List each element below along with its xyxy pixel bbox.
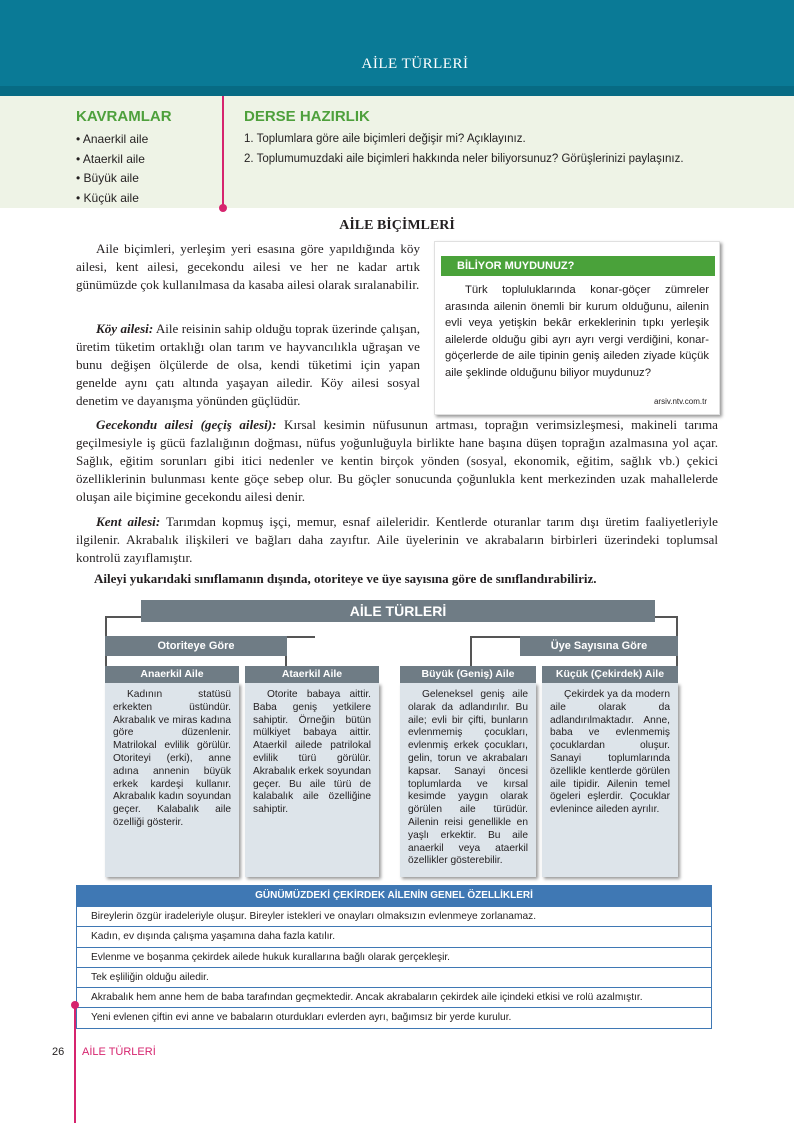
table-row: Kadın, ev dışında çalışma yaşamına daha fazla katılır. <box>77 926 711 946</box>
concepts-title: KAVRAMLAR <box>76 108 172 125</box>
divider <box>222 96 224 208</box>
prep-title: DERSE HAZIRLIK <box>244 108 370 125</box>
page-title: AİLE TÜRLERİ <box>361 56 469 72</box>
gecekondu-paragraph <box>76 416 718 506</box>
page-number: 26 <box>52 1046 65 1058</box>
table-row: Yeni evlenen çiftin evi anne ve babaların oturdukları evlerden ayrı, bağımsız bir yerde kurulur. <box>77 1007 711 1027</box>
intro-paragraph: Aile biçimleri, yerleşim yeri esasına göre yapıldığında köy ailesi, kent ailesi, gecekondu ailesi ve her ne kadar artık günümüzde çok kullanılmasa da kasaba ailesi olarak sıralanabilir. <box>76 241 420 292</box>
box-buyuk: Geleneksel geniş aile olarak da adlandırılır. Bu aile; evli bir çifti, bunların evlenmemiş çocukları, evlenmiş erkek çocukları, gelin, torun ve akrabaları kapsar. Sanayi öncesi toplumlarda ve kırsal kesimde yaygın olarak görülen aile türüdür. Ailenin reisi genellikle en yaşlı erkektir. Bu aile anaerkil veya ataerkil özellikler gösterebilir. <box>400 683 536 877</box>
table-row: Bireylerin özgür iradeleriyle oluşur. Bireyler istekleri ve onayları olmaksızın evlenmeye zorlanamaz. <box>77 906 711 926</box>
classify-statement: Aileyi yukarıdaki sınıflamanın dışında, otoriteye ve üye sayısına göre de sınıflandırabiliriz. <box>94 571 597 586</box>
box-anaerkil: Kadının statüsü erkekten üstündür. Akrabalık ve miras kadına göre düzenlenir. Matrilokal evlilik görülür. Otoriteyi (erki), anne adına annenin büyük erkek kardeşi kullanır. Akrabalık kadın soyundan geçer. Kalabalık aile özelliği gösterir. <box>105 683 239 877</box>
source-text: arsiv.ntv.com.tr <box>653 397 707 406</box>
did-you-know-text: Türk topluluklarında konar-göçer zümreler arasında ailenin önemli bir kurum olduğunu, ailenin evli veya yetişkin bekâr erkeklerinin tıpkı yerleşik ailelerde olduğu gibi ayrı ayrı vergi verdiğini, konar-göçerlerde de aile tipinin geniş aileden ziyade küçük aile şeklinde olduğunu biliyor muydunuz? <box>445 284 709 379</box>
box-head-anaerkil: Anaerkil Aile <box>105 666 239 683</box>
footer-rule <box>74 1003 76 1123</box>
table-row: Evlenme ve boşanma çekirdek ailede hukuk kurallarına bağlı olarak gerçekleşir. <box>77 947 711 967</box>
footer-title: AİLE TÜRLERİ <box>82 1046 156 1058</box>
connector-line <box>470 636 472 666</box>
koy-label: Köy ailesi: <box>96 321 154 336</box>
connector-line <box>470 636 520 638</box>
box-ataerkil: Otorite babaya aittir. Baba geniş yetkilere sahiptir. Örneğin bütün mülkiyet babaya aittir. Ataerkil ailede patrilokal evlilik türü görülür. Akrabalık erkek soyundan geçer. Bu aile türü de kalabalık aile özelliğine sahiptir. <box>245 683 379 877</box>
prep-list <box>244 130 684 169</box>
kent-paragraph <box>76 513 718 567</box>
diagram-title: AİLE TÜRLERİ <box>141 600 655 622</box>
connector-line <box>654 616 676 618</box>
box-kucuk: Çekirdek ya da modern aile olarak da adlandırılmaktadır. Anne, baba ve evlenmemiş çocuklardan oluşur. Sanayi toplumlarında özellikle kentlerde görülen aile tipidir. Ailenin temel ögeleri eşlerdir. Çocuklar evlenince aileden ayrılır. <box>542 683 678 877</box>
header-stripe <box>0 86 794 96</box>
koy-paragraph <box>76 320 420 410</box>
list-item: • Ataerkil aile <box>76 151 145 166</box>
features-table <box>76 885 712 1029</box>
table-row: Akrabalık hem anne hem de baba tarafından geçmektedir. Ancak akrabaların çekirdek aile içindeki etkisi ve rolü azalmıştır. <box>77 987 711 1007</box>
box-head-ataerkil: Ataerkil Aile <box>245 666 379 683</box>
branch-authority: Otoriteye Göre <box>105 636 287 656</box>
concepts-list <box>76 130 148 208</box>
gecekondu-text: Kırsal kesimin nüfusunun artması, toprağın verimsizleşmesi, makineli tarıma geçilmesiyle iş gücü fazlalığının doğması, nüfus yoğunluğuyla birlikte hane başına düşen toprağın azalmasına yol açar. Sağlık, eğitim sorunları gibi itici nedenler ve kentin birçok yönden (sosyal, ekonomik, eğitim, sağlık vb.) çekici özelliklerinin bulunması kente göçe sebep olur. Bu göçler sonucunda çoğunlukla kent merkezinden uzak mahallelerde oluşan aile biçimine gecekondu ailesi denir. <box>76 417 718 504</box>
footer-dot <box>71 1001 79 1009</box>
did-you-know-box <box>434 241 720 415</box>
table-title: GÜNÜMÜZDEKİ ÇEKİRDEK AİLENİN GENEL ÖZELLİKLERİ <box>77 886 711 906</box>
divider-dot <box>219 204 227 212</box>
list-item: • Küçük aile <box>76 190 139 205</box>
koy-text: Aile reisinin sahip olduğu toprak üzerinde çalışan, üretim tüketim ortaklığı olan tarım ve hayvancılıkla uğraşan ve bunu değişen ölçülerde de olsa, kendi tüketimi için yapan genelde aynı çatı altında yaşayan ailedir. Köy ailesi sosyal denetim ve dayanışma yönünden güçlüdür. <box>76 321 420 408</box>
did-you-know-title: BİLİYOR MUYDUNUZ? <box>441 256 715 276</box>
table-row: Tek eşliliğin olduğu ailedir. <box>77 967 711 987</box>
connector-line <box>105 616 141 618</box>
list-item: • Anaerkil aile <box>76 132 149 146</box>
connector-line <box>285 636 315 638</box>
section-title: AİLE BİÇİMLERİ <box>339 218 455 233</box>
list-item: • Büyük aile <box>76 171 139 185</box>
box-head-kucuk: Küçük (Çekirdek) Aile <box>542 666 678 683</box>
kent-label: Kent ailesi: <box>96 514 161 529</box>
branch-member-count: Üye Sayısına Göre <box>520 636 678 656</box>
header-band <box>0 0 794 96</box>
list-item: 2. Toplumumuzdaki aile biçimleri hakkında neler biliyorsunuz? Görüşlerinizi paylaşınız. <box>244 152 684 165</box>
kent-text: Tarımdan kopmuş işçi, memur, esnaf aileleridir. Kentlerde oturanlar tarım dışı üretim faaliyetleriyle ilgilenir. Akrabalık ilişkileri ve bağları daha zayıftır. Aile üyelerinin ve akrabaların birbirleri üzerindeki toplumsal kontrolü zayıflamıştır. <box>76 514 718 565</box>
list-item: 1. Toplumlara göre aile biçimleri değişir mi? Açıklayınız. <box>244 133 526 145</box>
box-head-buyuk: Büyük (Geniş) Aile <box>400 666 536 683</box>
gecekondu-label: Gecekondu ailesi (geçiş ailesi): <box>96 417 277 432</box>
